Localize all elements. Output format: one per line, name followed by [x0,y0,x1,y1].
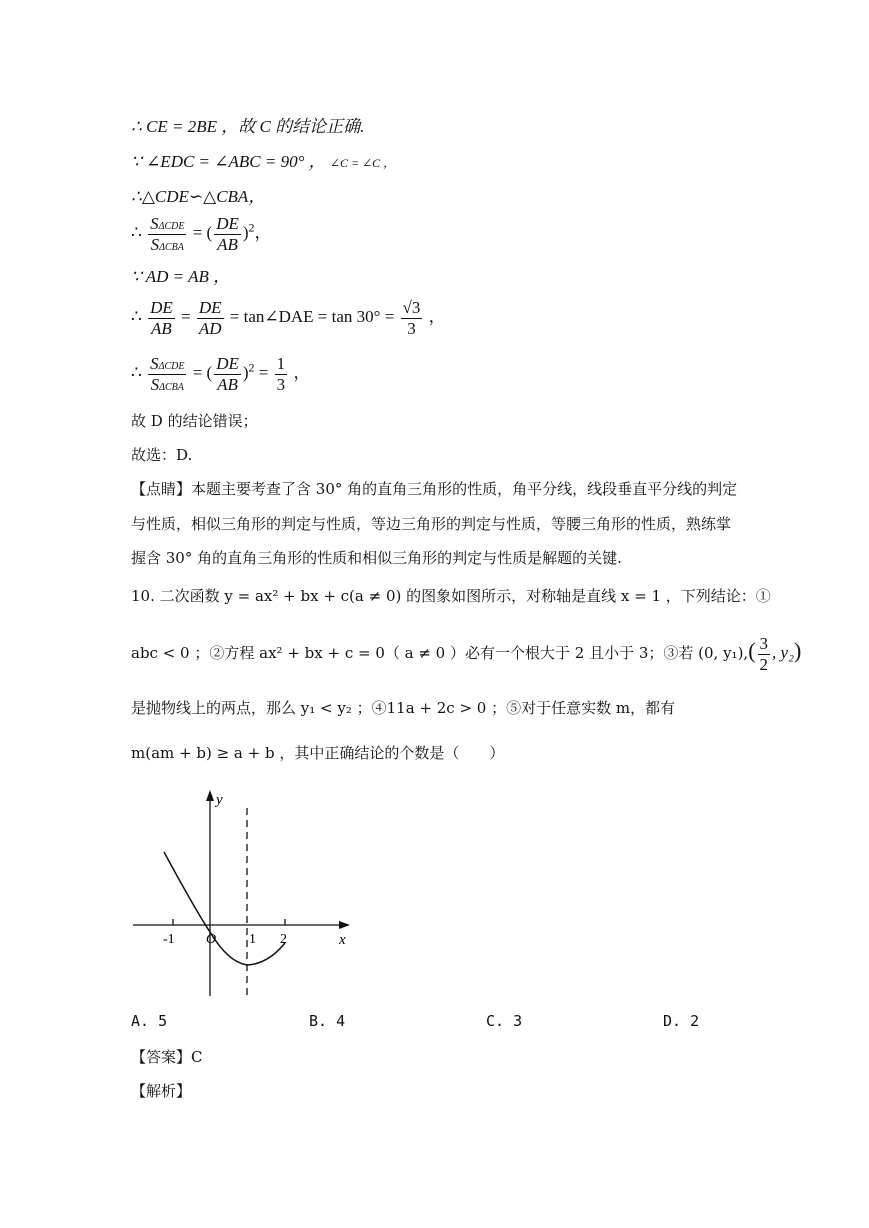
parabola-curve [164,852,285,965]
analysis-heading: 【解析】 [131,1082,192,1100]
parabola-graph [128,786,358,1001]
tick-label-neg1: -1 [163,932,175,947]
x-axis-arrow-icon [339,921,350,929]
origin-label: O [206,932,217,947]
question-line-2: abc < 0 ；②方程 ax² + bx + c = 0（ a ≠ 0 ）必有一个根大于 2 且小于 3；③若 (0, y₁),( $\frac{3}{2}$ , y₂) [131,634,802,674]
y-axis-arrow-icon [206,790,214,801]
line-angle-edc: ∵ ∠EDC = ∠ABC = 90° ， ∠C = ∠C ， [131,152,396,171]
line-similar: ∴△CDE∽△CBA， [131,187,266,206]
question-line-1: 10. 二次函数 y = ax² + bx + c(a ≠ 0) 的图象如图所示，对称轴是直线 x = 1 ，下列结论：① [131,587,771,605]
tick-label-1: 1 [249,932,256,947]
line-tan: ∴ $\frac{DE}{AB}$ = $\frac{DE}{AD}$ = tan∠DAE = tan 30° = $\frac{√3}{3}$ ， [131,298,446,338]
option-d[interactable]: D. 2 [663,1012,700,1030]
question-line-3: 是抛物线上的两点，那么 y₁ < y₂ ；④11a + 2c > 0 ；⑤对于任意实数 m，都有 [131,699,676,717]
answer-line: 【答案】C [131,1048,203,1066]
question-line-4: m(am + b) ≥ a + b ，其中正确结论的个数是（ ） [131,744,505,762]
option-c[interactable]: C. 3 [486,1012,523,1030]
line-ad-ab: ∵ AD = AB ， [131,267,231,286]
line-area-result: ∴ $\frac{\text{SΔCDE}}{\text{SΔCBA}}$ = ( $\frac{DE}{AB}$ )$^2$ = $\frac{1}{3}$ ， [131,354,311,394]
option-a[interactable]: A. 5 [131,1012,168,1030]
tick-label-2: 2 [280,932,287,947]
comment-line-2: 与性质，相似三角形的判定与性质，等边三角形的判定与性质，等腰三角形的性质，熟练掌 [131,515,732,533]
line-ce-2be: ∴ CE = 2BE ，故 C 的结论正确. [131,117,365,136]
comment-line-1: 【点睛】本题主要考查了含 30° 角的直角三角形的性质，角平分线，线段垂直平分线的判定 [131,480,738,498]
option-b[interactable]: B. 4 [309,1012,346,1030]
comment-line-3: 握含 30° 角的直角三角形的性质和相似三角形的判定与性质是解题的关键. [131,549,622,567]
line-d-wrong: 故 D 的结论错误； [131,412,258,430]
x-axis-label: x [339,932,346,948]
y-axis-label: y [216,792,223,808]
line-area-ratio: ∴ $\frac{\text{SΔCDE}}{\text{SΔCBA}}$ = ( $\frac{DE}{AB}$ )$^2$， [131,214,272,254]
line-choose-d: 故选：D. [131,446,193,464]
